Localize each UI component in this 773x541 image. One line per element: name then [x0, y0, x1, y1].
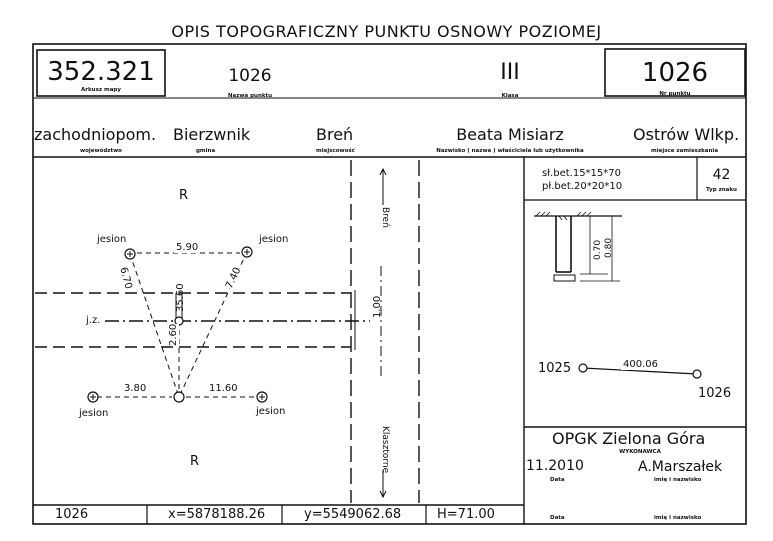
- point-name-label: Nazwa punktu: [227, 93, 273, 99]
- field-label-bottom: R: [190, 454, 200, 469]
- contractor-date-label: Data: [550, 477, 565, 483]
- depth-0-80: 0.80: [604, 237, 614, 258]
- class-value: III: [500, 60, 520, 85]
- marker-type-label: Typ znaku: [706, 187, 737, 193]
- marker-type-value: 42: [712, 167, 731, 183]
- dist-6-70: 6.70: [117, 266, 134, 291]
- dist-5-90: 5.90: [176, 242, 199, 253]
- residence-label: miejsce zamieszkania: [651, 148, 719, 154]
- residence-value: Ostrów Wlkp.: [633, 125, 740, 144]
- point-number-value: 1026: [641, 58, 709, 88]
- locality-value: Breń: [316, 125, 354, 144]
- class-label: Klasa: [501, 93, 519, 99]
- voivodeship-value: zachodniopom.: [34, 125, 157, 144]
- road-label-bottom: Klasztorne: [380, 426, 390, 474]
- field-label-top: R: [179, 188, 189, 203]
- footer-x: x=5878188.26: [168, 507, 266, 522]
- point-name-value: 1026: [228, 66, 272, 86]
- tree-label-tl: jesion: [97, 234, 127, 245]
- jz-label: j.z.: [86, 315, 101, 326]
- control-point-symbol: [174, 392, 184, 402]
- owner-label: Nazwisko ( nazwa ) właściciela lub użytkownika: [436, 148, 584, 154]
- map-sheet-value: 352.321: [47, 57, 155, 87]
- neighbor-to: 1026: [698, 386, 732, 401]
- dist-2-60: 2.60: [168, 323, 179, 346]
- footer-y: y=5549062.68: [304, 507, 402, 522]
- commune-label: gmina: [196, 148, 216, 154]
- dist-7-40: 7.40: [224, 265, 244, 291]
- dist-35-60: 35.60: [175, 283, 186, 312]
- tree-label-br: jesion: [256, 406, 286, 417]
- neighbor-from: 1025: [538, 361, 572, 376]
- locality-label: miejscowość: [316, 148, 355, 154]
- road-label-top: Breń: [380, 207, 390, 228]
- map-sheet-label: Arkusz mapy: [81, 87, 121, 93]
- tree-label-bl: jesion: [79, 408, 109, 419]
- contractor-name: OPGK Zielona Góra: [552, 429, 706, 448]
- footer-h: H=71.00: [437, 507, 495, 522]
- dist-11-60: 11.60: [209, 383, 238, 394]
- verifier-person-label: imię i nazwisko: [654, 515, 702, 521]
- depth-0-70: 0.70: [593, 239, 603, 260]
- dist-3-80: 3.80: [124, 383, 147, 394]
- neighbor-distance: 400.06: [623, 359, 658, 370]
- verifier-date-label: Data: [550, 515, 565, 521]
- page-title: OPIS TOPOGRAFICZNY PUNKTU OSNOWY POZIOMEJ: [171, 22, 602, 41]
- point-number-label: Nr punktu: [659, 91, 691, 97]
- voivodeship-label: województwo: [80, 148, 122, 154]
- commune-value: Bierzwnik: [173, 125, 251, 144]
- marker-desc-2: pł.bet.20*20*10: [542, 181, 623, 192]
- contractor-person-label: imię i nazwisko: [654, 477, 702, 483]
- marker-desc-1: sł.bet.15*15*70: [542, 168, 622, 179]
- contractor-date: 11.2010: [526, 458, 584, 474]
- contractor-person: A.Marszałek: [638, 459, 723, 475]
- dist-1-00: 1.00: [372, 295, 383, 318]
- owner-value: Beata Misiarz: [456, 125, 564, 144]
- contractor-label: WYKONAWCA: [619, 449, 661, 455]
- tree-label-tr: jesion: [259, 234, 289, 245]
- footer-point: 1026: [55, 507, 89, 522]
